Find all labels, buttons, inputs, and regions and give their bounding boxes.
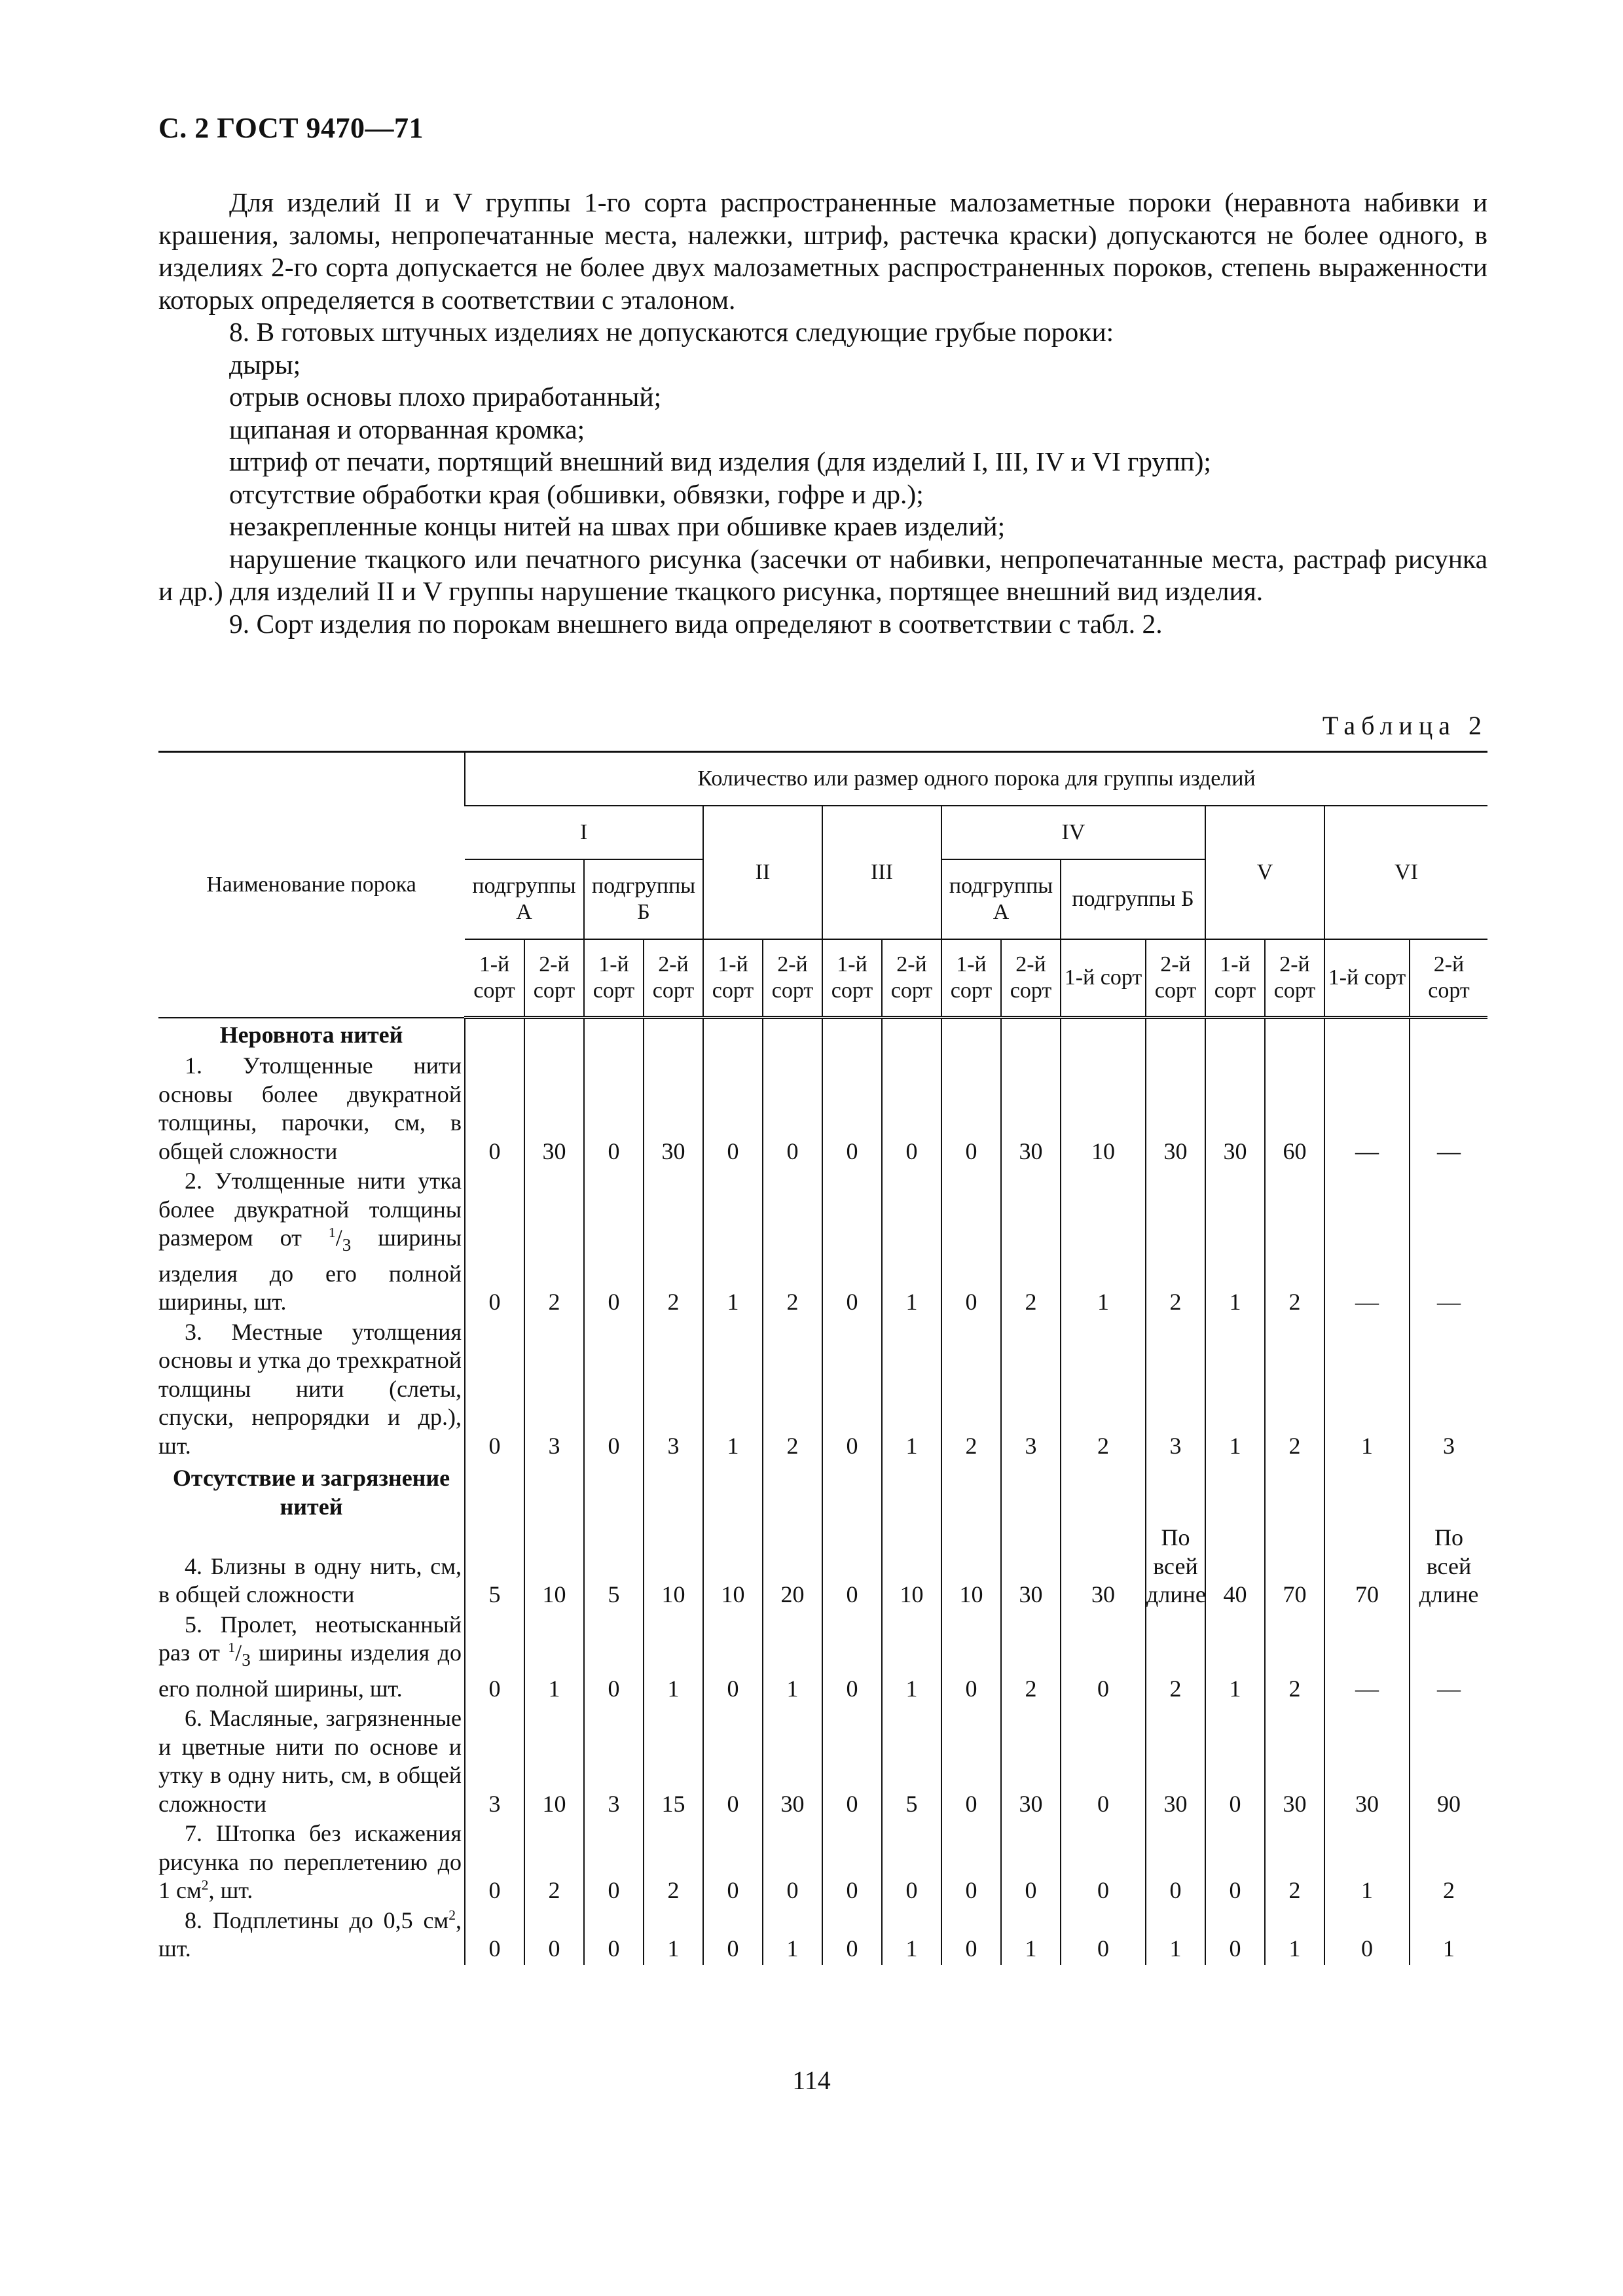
value-cell: 5 <box>882 1704 941 1820</box>
value-cell: 70 <box>1265 1524 1324 1611</box>
value-cell: 0 <box>941 1167 1001 1318</box>
value-cell: 0 <box>465 1907 524 1965</box>
value-cell: 90 <box>1410 1704 1487 1820</box>
empty-cell <box>882 1462 941 1524</box>
empty-cell <box>763 1462 822 1524</box>
value-cell: 0 <box>822 1167 882 1318</box>
subgroup-header: подгруппы А <box>941 859 1061 939</box>
value-cell: 2 <box>1146 1167 1205 1318</box>
value-cell: 60 <box>1265 1052 1324 1167</box>
superscript: 2 <box>448 1907 456 1923</box>
empty-cell <box>703 1462 763 1524</box>
value-cell: 30 <box>1001 1524 1061 1611</box>
subgroup-header: подгруппы Б <box>1061 859 1205 939</box>
empty-cell <box>822 1018 882 1052</box>
empty-cell <box>1146 1018 1205 1052</box>
subgroup-header: подгруппы Б <box>584 859 703 939</box>
list-item: незакрепленные концы нитей на швах при обшивке краев изделий; <box>229 511 1006 541</box>
sort-header: 1-й сорт <box>703 939 763 1018</box>
value-cell: 3 <box>1410 1318 1487 1462</box>
value-cell: 1 <box>644 1611 703 1705</box>
value-cell: 3 <box>1001 1318 1061 1462</box>
value-cell: 0 <box>941 1052 1001 1167</box>
defect-name-text: 4. Близны в одну нить, см, в общей сложности <box>158 1552 462 1608</box>
defect-name-text: 1. Утолщенные нити основы более двукратной толщины, парочки, см, в общей сложности <box>158 1052 462 1164</box>
group-header: IV <box>941 806 1205 859</box>
value-cell: 2 <box>1265 1611 1324 1705</box>
sort-header: 1-й сорт <box>1324 939 1410 1018</box>
sort-header: 1-й сорт <box>584 939 644 1018</box>
table-row <box>158 1167 1487 1318</box>
section-heading: Неровнота нитей <box>219 1021 403 1048</box>
table-row <box>158 1704 1487 1820</box>
value-cell: 2 <box>941 1318 1001 1462</box>
value-cell: 0 <box>584 1167 644 1318</box>
value-cell: 1 <box>882 1167 941 1318</box>
column-header-name: Наименование порока <box>158 752 465 1018</box>
defect-name-text: , шт. <box>208 1877 253 1904</box>
list-item: щипаная и оторванная кромка; <box>229 414 585 444</box>
defect-name-text: 8. Подплетины до 0,5 см <box>185 1907 449 1933</box>
value-cell: — <box>1410 1167 1487 1318</box>
table-row <box>158 1907 1487 1965</box>
empty-cell <box>465 1462 524 1524</box>
empty-cell <box>644 1462 703 1524</box>
empty-cell <box>1410 1018 1487 1052</box>
sort-header: 2-й сорт <box>1001 939 1061 1018</box>
body-text <box>158 187 1487 640</box>
value-cell: 10 <box>941 1524 1001 1611</box>
value-cell: 10 <box>524 1704 584 1820</box>
subgroup-header: подгруппы А <box>465 859 584 939</box>
defect-name <box>158 1907 465 1965</box>
value-cell: 0 <box>941 1704 1001 1820</box>
defect-name <box>158 1820 465 1907</box>
value-cell: 2 <box>524 1820 584 1907</box>
empty-cell <box>465 1018 524 1052</box>
value-cell: 1 <box>1061 1167 1146 1318</box>
value-cell: 10 <box>524 1524 584 1611</box>
value-cell: 0 <box>882 1052 941 1167</box>
value-cell: 0 <box>822 1611 882 1705</box>
sort-header: 2-й сорт <box>524 939 584 1018</box>
value-cell: 1 <box>1146 1907 1205 1965</box>
value-cell: 2 <box>1146 1611 1205 1705</box>
value-cell: 30 <box>1061 1524 1146 1611</box>
value-cell: 0 <box>1061 1704 1146 1820</box>
fraction-denominator: 3 <box>342 1235 352 1255</box>
group-header: I <box>465 806 703 859</box>
empty-cell <box>763 1018 822 1052</box>
defect-name-text: 7. Штопка без искажения рисунка по переплетению до 1 см <box>158 1820 462 1904</box>
empty-cell <box>1265 1018 1324 1052</box>
fraction: $^1/_3$ <box>228 1640 251 1670</box>
value-cell: 0 <box>1324 1907 1410 1965</box>
list-item: отрыв основы плохо приработанный; <box>229 382 662 412</box>
value-cell: 10 <box>644 1524 703 1611</box>
value-cell: 0 <box>822 1318 882 1462</box>
value-cell: 2 <box>1410 1820 1487 1907</box>
value-cell: 2 <box>763 1167 822 1318</box>
list-item: отсутствие обработки края (обшивки, обвязки, гофре и др.); <box>229 478 924 509</box>
sort-header: 2-й сорт <box>644 939 703 1018</box>
value-cell: 1 <box>644 1907 703 1965</box>
value-cell: 1 <box>882 1611 941 1705</box>
defect-name-text: 5. Пролет, неотысканный раз от <box>158 1611 462 1666</box>
value-cell: 30 <box>1205 1052 1265 1167</box>
empty-cell <box>1324 1018 1410 1052</box>
value-cell: 30 <box>1265 1704 1324 1820</box>
value-cell: 70 <box>1324 1524 1410 1611</box>
value-cell: 0 <box>465 1611 524 1705</box>
sort-header: 1-й сорт <box>1061 939 1146 1018</box>
sort-header: 1-й сорт <box>941 939 1001 1018</box>
value-cell: По всей длине <box>1410 1524 1487 1611</box>
value-cell: 0 <box>584 1611 644 1705</box>
empty-cell <box>584 1018 644 1052</box>
value-cell: 10 <box>703 1524 763 1611</box>
sort-header: 2-й сорт <box>1265 939 1324 1018</box>
value-cell: 1 <box>882 1318 941 1462</box>
value-cell: 30 <box>1146 1052 1205 1167</box>
value-cell: 0 <box>822 1052 882 1167</box>
value-cell: 40 <box>1205 1524 1265 1611</box>
value-cell: 2 <box>1061 1318 1146 1462</box>
defect-name <box>158 1611 465 1705</box>
value-cell: 0 <box>882 1820 941 1907</box>
table-row <box>158 1318 1487 1462</box>
value-cell: 0 <box>1205 1820 1265 1907</box>
defect-name <box>158 1524 465 1611</box>
value-cell: 1 <box>1001 1907 1061 1965</box>
empty-cell <box>644 1018 703 1052</box>
value-cell: 1 <box>703 1318 763 1462</box>
value-cell: 1 <box>703 1167 763 1318</box>
value-cell: 30 <box>1001 1052 1061 1167</box>
sort-header: 2-й сорт <box>882 939 941 1018</box>
value-cell: 1 <box>524 1611 584 1705</box>
value-cell: 1 <box>1265 1907 1324 1965</box>
value-cell: 2 <box>1265 1820 1324 1907</box>
value-cell: 1 <box>1324 1318 1410 1462</box>
value-cell: 0 <box>1146 1820 1205 1907</box>
value-cell: 0 <box>465 1052 524 1167</box>
empty-cell <box>1001 1462 1061 1524</box>
value-cell: 30 <box>1001 1704 1061 1820</box>
value-cell: 3 <box>644 1318 703 1462</box>
value-cell: 15 <box>644 1704 703 1820</box>
fraction-numerator: 1 <box>228 1640 236 1656</box>
value-cell: 0 <box>1061 1907 1146 1965</box>
defect-name-text: ширины изделия до его полной ширины, шт. <box>158 1640 462 1702</box>
value-cell: 30 <box>644 1052 703 1167</box>
value-cell: 0 <box>703 1907 763 1965</box>
value-cell: 0 <box>822 1907 882 1965</box>
group-header: V <box>1205 806 1324 939</box>
value-cell: 0 <box>584 1907 644 1965</box>
defect-name <box>158 1704 465 1820</box>
sort-header: 1-й сорт <box>465 939 524 1018</box>
defect-name <box>158 1318 465 1462</box>
value-cell: 2 <box>1265 1167 1324 1318</box>
value-cell: 0 <box>941 1611 1001 1705</box>
value-cell: 0 <box>763 1052 822 1167</box>
defect-name <box>158 1052 465 1167</box>
value-cell: 1 <box>763 1907 822 1965</box>
paragraph-8: 8. В готовых штучных изделиях не допускаются следующие грубые пороки: <box>229 317 1114 347</box>
value-cell: 30 <box>524 1052 584 1167</box>
value-cell: 0 <box>1061 1611 1146 1705</box>
value-cell: По всей длине <box>1146 1524 1205 1611</box>
sort-header: 1-й сорт <box>822 939 882 1018</box>
empty-cell <box>1205 1462 1265 1524</box>
empty-cell <box>1205 1018 1265 1052</box>
value-cell: 0 <box>822 1820 882 1907</box>
value-cell: 2 <box>644 1167 703 1318</box>
value-cell: 0 <box>822 1704 882 1820</box>
value-cell: 0 <box>465 1820 524 1907</box>
table-caption: Таблица 2 <box>1322 711 1487 740</box>
value-cell: 0 <box>1205 1704 1265 1820</box>
sort-header: 2-й сорт <box>1146 939 1205 1018</box>
value-cell: — <box>1324 1611 1410 1705</box>
value-cell: 2 <box>1265 1318 1324 1462</box>
value-cell: 2 <box>644 1820 703 1907</box>
sort-header: 2-й сорт <box>763 939 822 1018</box>
empty-cell <box>1324 1462 1410 1524</box>
value-cell: 30 <box>1146 1704 1205 1820</box>
empty-cell <box>524 1462 584 1524</box>
value-cell: 0 <box>941 1820 1001 1907</box>
value-cell: 0 <box>465 1167 524 1318</box>
value-cell: 0 <box>584 1820 644 1907</box>
list-item: штриф от печати, портящий внешний вид изделия (для изделий I, III, IV и VI групп); <box>229 446 1211 476</box>
value-cell: 3 <box>584 1704 644 1820</box>
value-cell: 0 <box>1001 1820 1061 1907</box>
empty-cell <box>941 1018 1001 1052</box>
defect-name-text: , шт. <box>158 1907 462 1962</box>
value-cell: 0 <box>524 1907 584 1965</box>
defect-name-text: 6. Масляные, загрязненные и цветные нити по основе и утку в одну нить, см, в общей сложности <box>158 1705 462 1817</box>
empty-cell <box>1001 1018 1061 1052</box>
empty-cell <box>1410 1462 1487 1524</box>
empty-cell <box>1061 1462 1146 1524</box>
value-cell: 2 <box>763 1318 822 1462</box>
empty-cell <box>1061 1018 1146 1052</box>
value-cell: 0 <box>822 1524 882 1611</box>
value-cell: 1 <box>882 1907 941 1965</box>
value-cell: 3 <box>465 1704 524 1820</box>
empty-cell <box>882 1018 941 1052</box>
value-cell: — <box>1324 1167 1410 1318</box>
group-header: VI <box>1324 806 1487 939</box>
value-cell: 1 <box>1205 1167 1265 1318</box>
group-header: III <box>822 806 941 939</box>
value-cell: 0 <box>1061 1820 1146 1907</box>
value-cell: — <box>1324 1052 1410 1167</box>
fraction-numerator: 1 <box>328 1225 336 1240</box>
empty-cell <box>822 1462 882 1524</box>
empty-cell <box>524 1018 584 1052</box>
defect-name-text: ширины изделия до его полной ширины, шт. <box>158 1225 462 1316</box>
defect-name-text: 2. Утолщенные нити утка более двукратной толщины размером от <box>158 1168 462 1251</box>
value-cell: 0 <box>1205 1907 1265 1965</box>
value-cell: 1 <box>763 1611 822 1705</box>
empty-cell <box>1146 1462 1205 1524</box>
list-item-last: нарушение ткацкого или печатного рисунка (засечки от набивки, непропечатанные места, растраф рисунка и др.) для изделий II и V группы нарушение ткацкого рисунка, портящее внешний вид изделия. <box>158 543 1487 606</box>
value-cell: — <box>1410 1052 1487 1167</box>
empty-cell <box>941 1462 1001 1524</box>
defect-name <box>158 1167 465 1318</box>
value-cell: 0 <box>584 1318 644 1462</box>
table-row <box>158 1820 1487 1907</box>
paragraph: Для изделий II и V группы 1-го сорта распространенные малозаметные пороки (неравнота набивки и крашения, заломы, непропечатанные места, нaлeжки, штриф, растечка краски) допускаются не более одного, в изделиях 2-го сорта допускается не более двух малозаметных распространенных пороков, степень выраженности которых определяется в соответствии с эталоном. <box>158 187 1487 315</box>
value-cell: 10 <box>882 1524 941 1611</box>
empty-cell <box>584 1462 644 1524</box>
value-cell: 0 <box>703 1820 763 1907</box>
value-cell: 1 <box>1324 1820 1410 1907</box>
empty-cell <box>703 1018 763 1052</box>
value-cell: 2 <box>1001 1167 1061 1318</box>
fraction: $^1/_3$ <box>328 1225 352 1255</box>
defect-table <box>158 751 1487 1965</box>
fraction-denominator: 3 <box>242 1650 251 1670</box>
value-cell: 30 <box>1324 1704 1410 1820</box>
group-header: II <box>703 806 822 939</box>
value-cell: 0 <box>703 1704 763 1820</box>
value-cell: 3 <box>1146 1318 1205 1462</box>
value-cell: 3 <box>524 1318 584 1462</box>
value-cell: 0 <box>703 1611 763 1705</box>
value-cell: 0 <box>465 1318 524 1462</box>
paragraph-9: 9. Сорт изделия по порокам внешнего вида определяют в соответствии с табл. 2. <box>229 608 1163 639</box>
page-header: С. 2 ГОСТ 9470—71 <box>158 112 424 144</box>
value-cell: 1 <box>1205 1318 1265 1462</box>
column-header-group: Количество или размер одного порока для группы изделий <box>465 752 1487 806</box>
value-cell: — <box>1410 1611 1487 1705</box>
value-cell: 0 <box>763 1820 822 1907</box>
value-cell: 0 <box>941 1907 1001 1965</box>
empty-cell <box>1265 1462 1324 1524</box>
page-number: 114 <box>792 2066 831 2095</box>
superscript: 2 <box>201 1877 209 1893</box>
value-cell: 2 <box>524 1167 584 1318</box>
value-cell: 30 <box>763 1704 822 1820</box>
table-row <box>158 1611 1487 1705</box>
section-heading: Отсутствие и загрязнение нитей <box>172 1465 450 1520</box>
value-cell: 2 <box>1001 1611 1061 1705</box>
table-row <box>158 1524 1487 1611</box>
value-cell: 5 <box>584 1524 644 1611</box>
sort-header: 1-й сорт <box>1205 939 1265 1018</box>
table-row <box>158 1052 1487 1167</box>
value-cell: 0 <box>584 1052 644 1167</box>
value-cell: 10 <box>1061 1052 1146 1167</box>
value-cell: 20 <box>763 1524 822 1611</box>
defect-name-text: 3. Местные утолщения основы и утка до трехкратной толщины нити (слеты, спуски, непрорядки и др.), шт. <box>158 1318 462 1459</box>
list-item: дыры; <box>229 349 301 380</box>
value-cell: 0 <box>703 1052 763 1167</box>
value-cell: 5 <box>465 1524 524 1611</box>
value-cell: 1 <box>1410 1907 1487 1965</box>
value-cell: 1 <box>1205 1611 1265 1705</box>
sort-header: 2-й сорт <box>1410 939 1487 1018</box>
